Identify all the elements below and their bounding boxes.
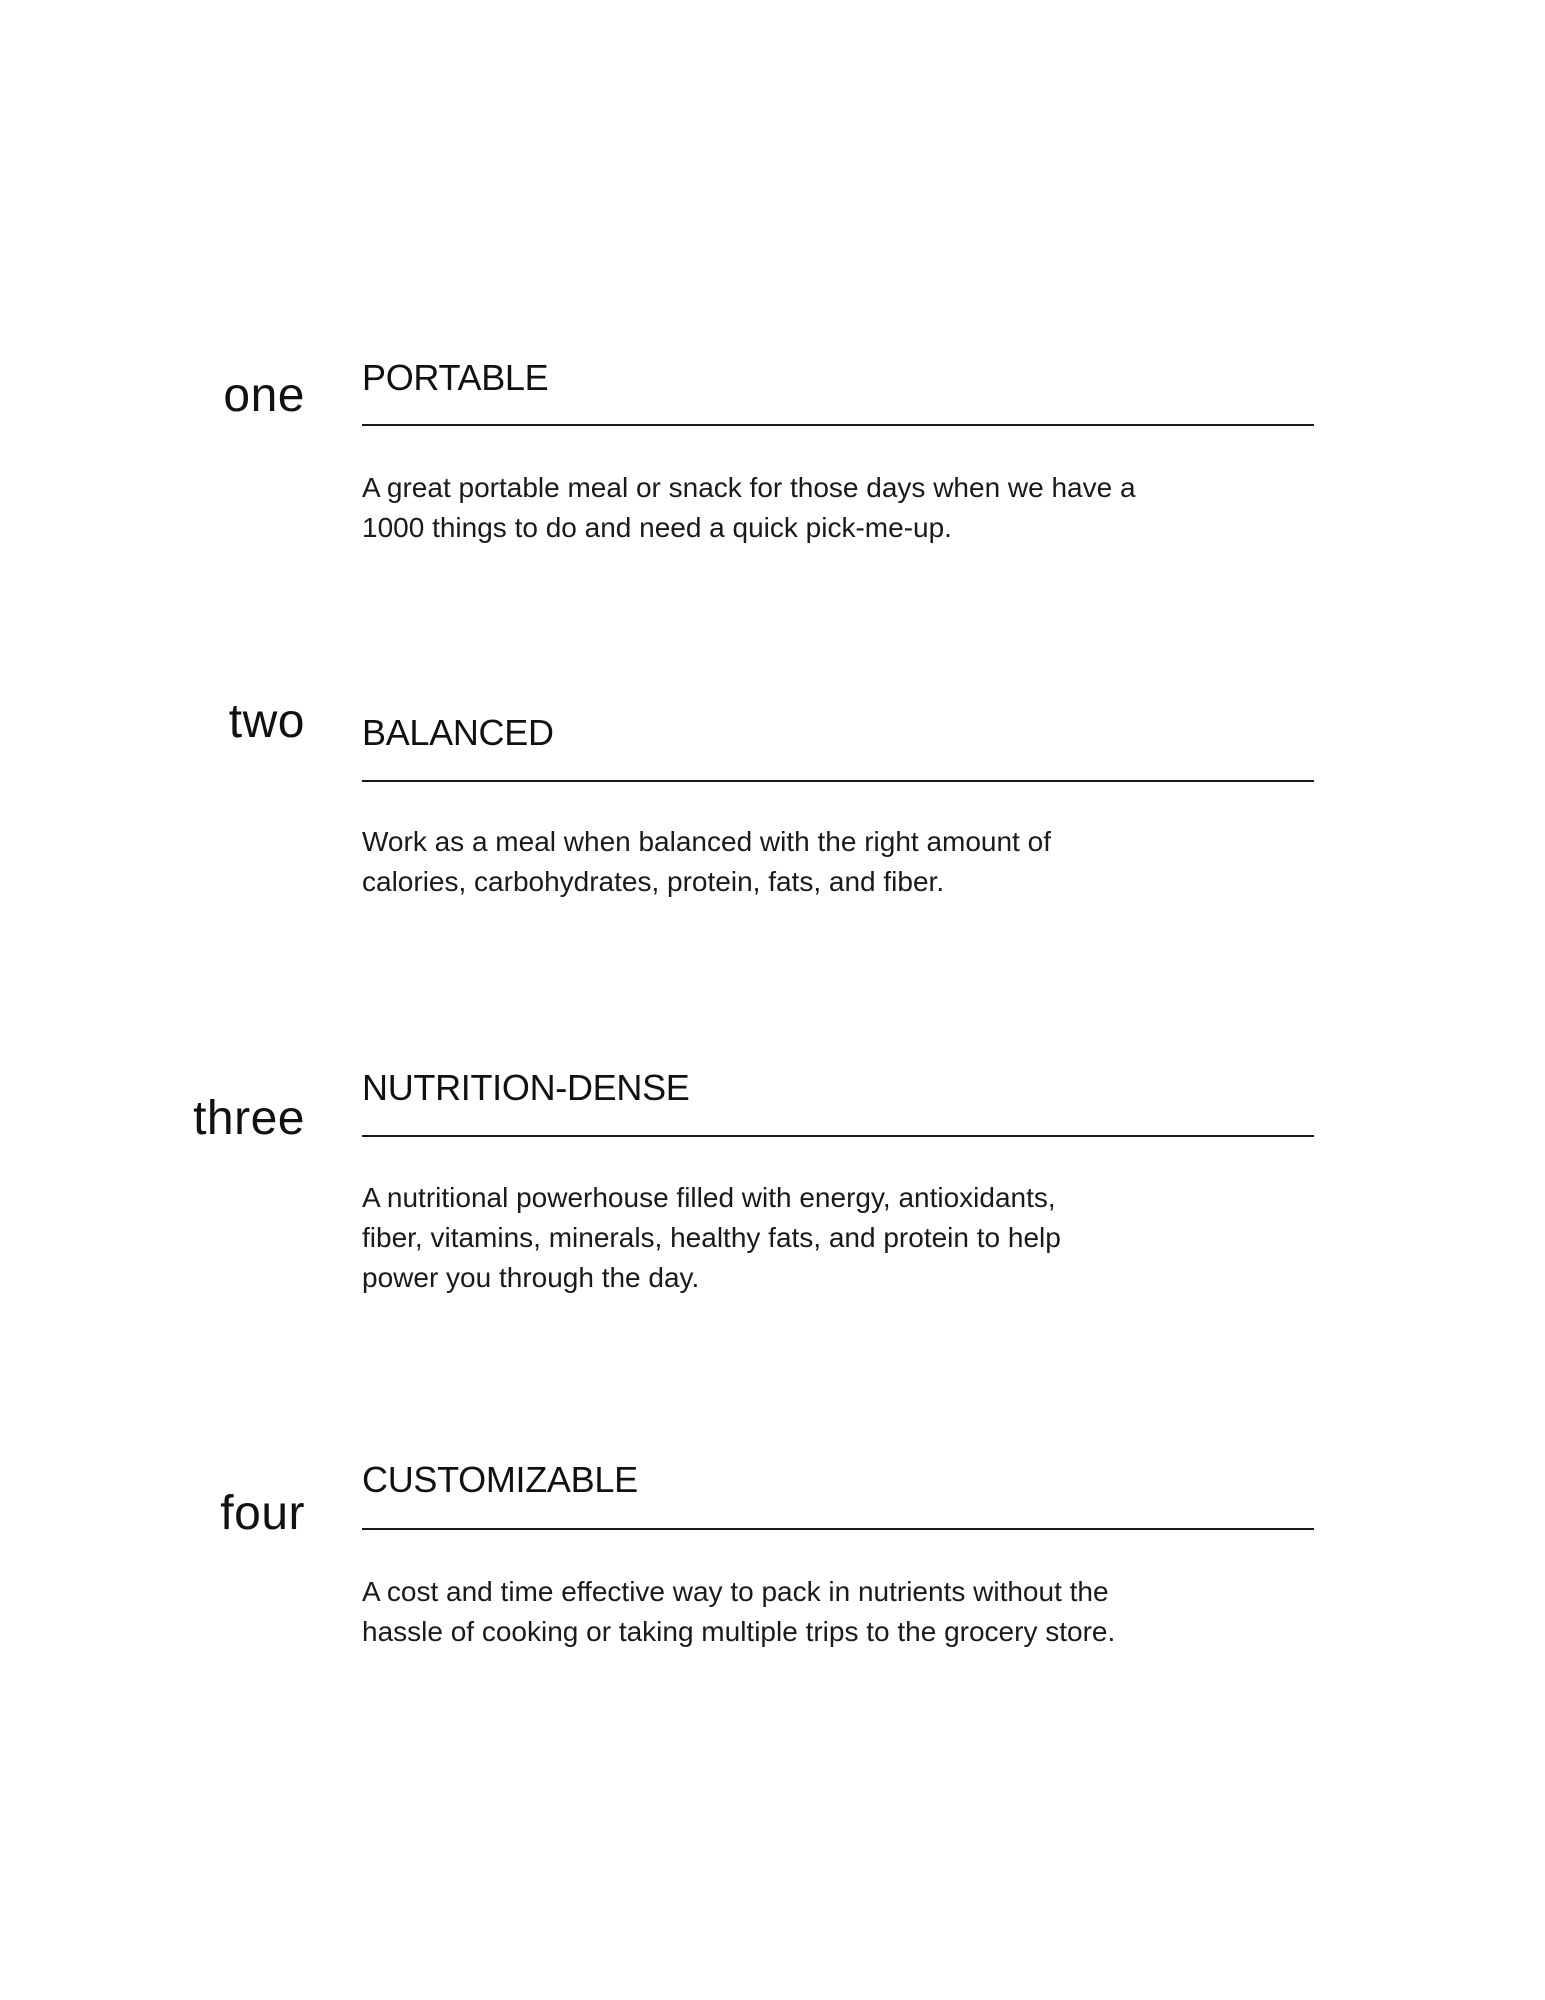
section-title: BALANCED: [362, 712, 554, 753]
description-line: fiber, vitamins, minerals, healthy fats, and protein to help: [362, 1222, 1061, 1253]
description-line: Work as a meal when balanced with the right amount of: [362, 826, 1051, 857]
section-title: CUSTOMIZABLE: [362, 1459, 638, 1500]
description-line: hassle of cooking or taking multiple trips to the grocery store.: [362, 1616, 1116, 1647]
section-number: three: [193, 1092, 305, 1145]
section-number: two: [228, 695, 305, 748]
description-line: calories, carbohydrates, protein, fats, and fiber.: [362, 866, 945, 897]
description-line: power you through the day.: [362, 1262, 700, 1293]
section-divider: [362, 1135, 1314, 1137]
section-description: [362, 1178, 1222, 1298]
section-description: [362, 822, 1222, 902]
section-divider: [362, 780, 1314, 782]
section-title: PORTABLE: [362, 357, 549, 398]
section-number: four: [220, 1487, 305, 1540]
section-divider: [362, 424, 1314, 426]
description-line: 1000 things to do and need a quick pick-me-up.: [362, 512, 952, 543]
description-line: A cost and time effective way to pack in nutrients without the: [362, 1576, 1109, 1607]
section-description: [362, 468, 1222, 548]
description-line: A great portable meal or snack for those days when we have a: [362, 472, 1136, 503]
description-line: A nutritional powerhouse filled with energy, antioxidants,: [362, 1182, 1056, 1213]
section-divider: [362, 1528, 1314, 1530]
section-description: [362, 1572, 1222, 1652]
section-title: NUTRITION-DENSE: [362, 1067, 690, 1108]
section-number: one: [223, 369, 305, 422]
